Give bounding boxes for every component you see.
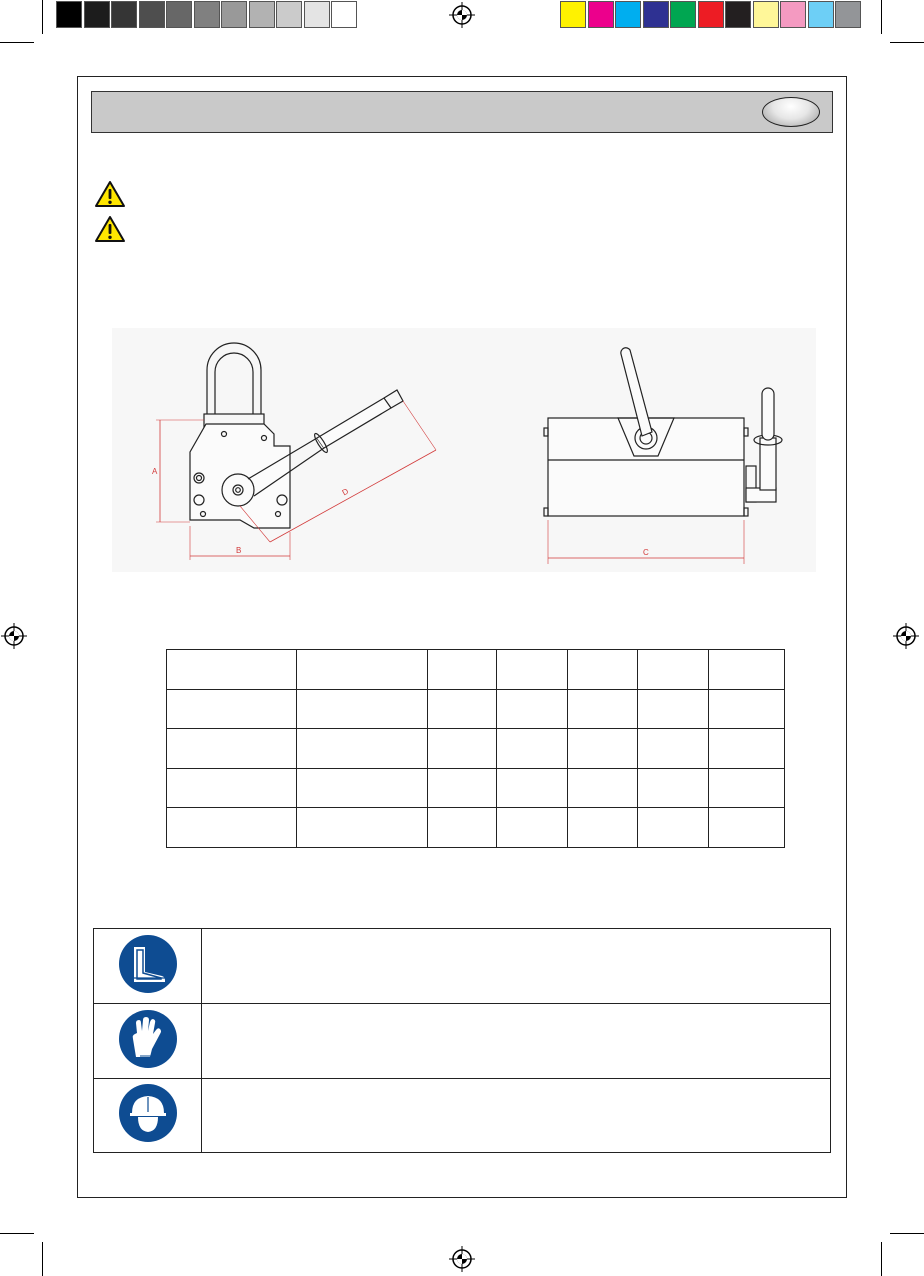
crop-mark <box>890 42 924 43</box>
safety-gloves-icon <box>118 1009 178 1069</box>
spec-table-row <box>167 808 785 848</box>
gray-swatch <box>304 1 330 28</box>
spec-table-cell <box>428 729 497 769</box>
spec-table-cell <box>638 689 709 729</box>
dimension-label-b: B <box>236 546 242 555</box>
spec-table-cell <box>638 768 709 808</box>
dimension-label-d: D <box>340 486 350 498</box>
registration-mark-icon <box>1 623 27 649</box>
spec-table-cell <box>568 689 638 729</box>
spec-table-row <box>167 689 785 729</box>
color-swatch <box>698 1 724 28</box>
color-swatch <box>643 1 669 28</box>
ppe-row-gloves <box>94 1004 831 1079</box>
spec-table-cell <box>497 768 568 808</box>
spec-table-cell <box>428 689 497 729</box>
color-swatch <box>670 1 696 28</box>
gray-swatch <box>139 1 165 28</box>
registration-mark-icon <box>449 1246 475 1272</box>
registration-mark-icon <box>449 2 475 28</box>
spec-table-row <box>167 768 785 808</box>
gray-swatch <box>111 1 137 28</box>
language-badge <box>762 97 820 127</box>
color-swatch <box>725 1 751 28</box>
spec-table-cell <box>167 650 297 690</box>
spec-table-row <box>167 729 785 769</box>
spec-table-cell <box>167 689 297 729</box>
safety-boots-icon <box>118 934 178 994</box>
ppe-text-cell <box>202 1079 831 1153</box>
spec-table-cell <box>497 808 568 848</box>
spec-table-cell <box>568 768 638 808</box>
spec-table-cell <box>428 808 497 848</box>
spec-table-cell <box>638 808 709 848</box>
color-swatch <box>615 1 641 28</box>
crop-mark <box>0 1233 34 1234</box>
spec-table-cell <box>568 650 638 690</box>
ppe-row-boots <box>94 929 831 1004</box>
gray-swatch <box>221 1 247 28</box>
ppe-icon-cell <box>94 929 202 1004</box>
dimension-label-a: A <box>152 467 158 476</box>
color-swatch <box>808 1 834 28</box>
spec-table-cell <box>709 808 785 848</box>
spec-table-cell <box>297 729 428 769</box>
lifting-magnet-dimension-drawing <box>112 328 816 572</box>
crop-mark <box>881 1242 882 1276</box>
spec-table-cell <box>709 650 785 690</box>
ppe-icon-cell <box>94 1079 202 1153</box>
crop-mark <box>881 0 882 34</box>
gray-swatch <box>249 1 275 28</box>
crop-mark <box>890 1233 924 1234</box>
gray-swatch <box>56 1 82 28</box>
gray-swatch <box>84 1 110 28</box>
spec-table-cell <box>297 808 428 848</box>
ppe-icon-cell <box>94 1004 202 1079</box>
gray-swatch <box>331 1 357 28</box>
spec-table-cell <box>297 689 428 729</box>
gray-swatch <box>194 1 220 28</box>
warning-triangle-icon <box>94 215 126 243</box>
spec-table-cell <box>167 768 297 808</box>
warning-triangle-icon <box>94 180 126 208</box>
specification-table <box>166 649 785 848</box>
ppe-text-cell <box>202 1004 831 1079</box>
spec-table-cell <box>638 650 709 690</box>
section-header-bar <box>91 91 833 133</box>
spec-table-cell <box>167 808 297 848</box>
color-swatch <box>560 1 586 28</box>
safety-helmet-icon <box>118 1083 178 1143</box>
color-swatch <box>588 1 614 28</box>
spec-table-cell <box>497 650 568 690</box>
spec-table-cell <box>297 650 428 690</box>
spec-table-cell <box>638 729 709 769</box>
ppe-text-cell <box>202 929 831 1004</box>
ppe-row-helmet <box>94 1079 831 1153</box>
spec-table-row <box>167 650 785 690</box>
spec-table-cell <box>497 729 568 769</box>
dimension-label-c: C <box>643 548 649 557</box>
color-swatch <box>780 1 806 28</box>
gray-swatch <box>166 1 192 28</box>
ppe-requirements-table <box>93 928 831 1153</box>
spec-table-cell <box>568 808 638 848</box>
spec-table-cell <box>709 689 785 729</box>
gray-swatch <box>276 1 302 28</box>
crop-mark <box>42 1242 43 1276</box>
spec-table-cell <box>167 729 297 769</box>
spec-table-cell <box>568 729 638 769</box>
crop-mark <box>0 42 34 43</box>
spec-table-cell <box>428 650 497 690</box>
spec-table-cell <box>297 768 428 808</box>
spec-table-cell <box>428 768 497 808</box>
registration-mark-icon <box>893 623 919 649</box>
spec-table-cell <box>709 768 785 808</box>
spec-table-cell <box>497 689 568 729</box>
color-swatch <box>835 1 861 28</box>
spec-table-cell <box>709 729 785 769</box>
color-swatch <box>753 1 779 28</box>
crop-mark <box>42 0 43 34</box>
